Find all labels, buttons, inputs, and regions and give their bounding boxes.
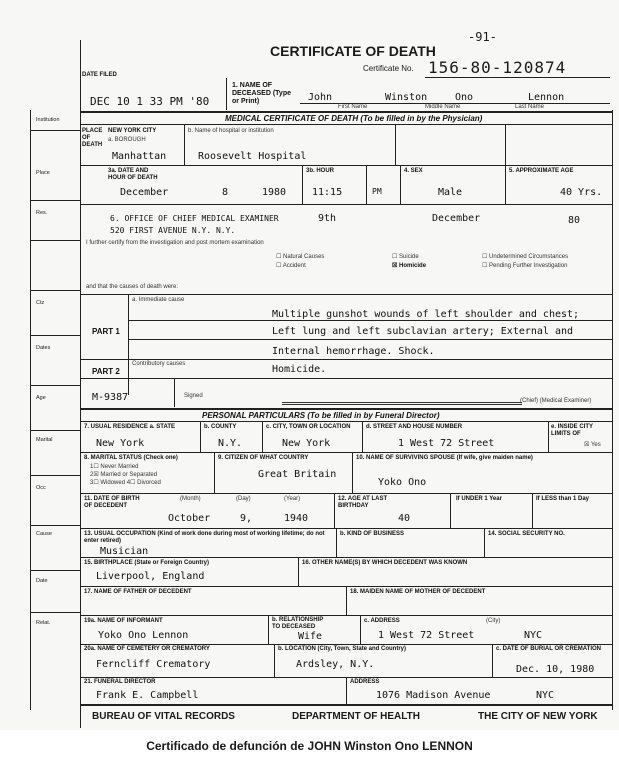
death-certificate: -91- CERTIFICATE OF DEATH Certificate No. 156-80-120874 DATE FILED DEC 10 1 33 PM '80 1. NAME OF DECEASED (Type or Print) John Winston Ono Lennon First Name Middle Name Last Name MEDICAL CERTIFICATE OF DEATH (To be filled in by the Physician) PLACE OF DEATH NEW YORK CITY a. BOROUGH Manhattan b. Name of hospital or institution Roosevelt Hospital 3a. DATE AND HOUR OF DEATH December 8 1980 3b. HOUR 11:15 PM 4. SEX Male 5. APPROXIMATE AGE 40 Yrs. 6. OFFICE OF CHIEF MEDICAL EXAMINER 520 FIRST AVENUE N.Y. N.Y. 9th December 80 I further certify from the investigation and post mortem examination ☐ Natural Causes ☐ Accident ☐ Suicide ☒ Homicide ☐ Undetermined Circumstances ☐ Pending Further Investigation and that the causes of death were: PART 1 a. Immediate cause Multiple gunshot wounds of left shoulder and chest; Left lung and left subclavian artery; External and Internal hemorrhage. Shock. PART 2 Contributory causes Homicide. M-9387 Signed (Chief) (Medical Examiner) PERSONAL PARTICULARS (To be filled in by Funeral Director) 7. USUAL RESIDENCE a. STATE New York b. COUNTY N.Y. c. CITY, TOWN OR LOCATION New York d. STREET AND HOUSE NUMBER 1 West 72 Street e. INSIDE CITY LIMITS OF ☒ Yes 8. MARITAL STATUS (Check one) 1☐ Never Married 2☒ Married or Separated 3☐ Widowed 4☐ Divorced 9. CITIZEN OF WHAT COUNTRY Great Britain 10. NAME OF SURVIVING SPOUSE (If wife, give maiden name) Yoko Ono 11. DATE OF BIRTH OF DECEDENT (Month) (Day) (Year) October 9, 1940 12. AGE AT LAST BIRTHDAY 40 If UNDER 1 Year If LESS than 1 Day 13. USUAL OCCUPATION (Kind of work done during most of working lifetime; do not enter retired) Musician b. KIND OF BUSINESS 14. SOCIAL SECURITY NO. 15. BIRTHPLACE (State or Foreign Country) Liverpool, England 16. OTHER NAME(S) BY WHICH DECEDENT WAS KNOWN 17. NAME OF FATHER OF DECEDENT 18. MAIDEN NAME OF MOTHER OF DECEDENT 19a. NAME OF INFORMANT Yoko Ono Lennon b. RELATIONSHIP TO DECEASED Wife c. ADDRESS (City) 1 West 72 Street NYC 20a. NAME OF CEMETERY OR CREMATORY Ferncliff Crematory b. LOCATION (City, Town, State and Country) Ardsley, N.Y. c. DATE OF BURIAL OR CREMATION Dec. 10, 1980 21. FUNERAL DIRECTOR Frank E. Campbell ADDRESS 1076 Madison Avenue NYC BUREAU OF VITAL RECORDS DEPARTMENT OF HEALTH THE CITY OF NEW YORK Institution Place Res. Ctz Dates Age Marital Occ Cause Date Relat. (0, 0, 619, 730)
spouse-value: Yoko Ono (378, 477, 427, 488)
part2-value: Homicide. (272, 364, 327, 375)
medical-section-title: MEDICAL CERTIFICATE OF DEATH (To be filled in by the Physician) (225, 114, 483, 123)
dob-day: 9, (240, 513, 253, 524)
certificate-title: CERTIFICATE OF DEATH (270, 43, 436, 59)
funeral-director-value: Frank E. Campbell (96, 690, 199, 701)
county-value: N.Y. (218, 438, 243, 449)
certificate-no-label: Certificate No. (363, 64, 414, 73)
name-label: 1. NAME OF DECEASED (Type or Print) (232, 82, 291, 105)
file-number: M-9387 (92, 392, 129, 403)
cause-b: Left lung and left subclavian artery; External and (272, 326, 574, 337)
citizen-value: Great Britain (258, 469, 337, 480)
personal-section-title: PERSONAL PARTICULARS (To be filled in by Funeral Director) (202, 411, 440, 420)
death-year: 1980 (262, 187, 287, 198)
age-value: 40 Yrs. (560, 187, 603, 198)
birthplace-value: Liverpool, England (96, 571, 205, 582)
name-middle2: Ono (455, 92, 474, 103)
frame-left (80, 40, 81, 728)
informant-value: Yoko Ono Lennon (98, 630, 189, 641)
name-last: Lennon (528, 92, 565, 103)
footer-bureau: BUREAU OF VITAL RECORDS (92, 711, 235, 722)
footer-city: THE CITY OF NEW YORK (478, 711, 598, 722)
death-month: December (120, 187, 169, 198)
death-hour: 11:15 (312, 187, 343, 198)
dob-year: 1940 (284, 513, 309, 524)
page-number: -91- (468, 30, 497, 44)
occupation-value: Musician (100, 546, 149, 557)
date-filed-label: DATE FILED (82, 72, 117, 78)
certificate-number: 156-80-120874 (428, 58, 567, 77)
footer-department: DEPARTMENT OF HEALTH (292, 711, 420, 722)
homicide-checkbox: ☒ Homicide (392, 263, 427, 269)
cemetery-value: Ferncliff Crematory (96, 659, 211, 670)
hospital-value: Roosevelt Hospital (198, 151, 307, 162)
signature-scribble (282, 392, 522, 405)
residence-state: New York (96, 438, 145, 449)
frame-right (612, 110, 613, 710)
place-of-death-label: PLACE OF DEATH (82, 128, 103, 148)
death-day: 8 (222, 187, 229, 198)
date-filed-stamp: DEC 10 1 33 PM '80 (90, 95, 210, 108)
cause-a: Multiple gunshot wounds of left shoulder and chest; (272, 309, 580, 320)
name-middle1: Winston (385, 92, 428, 103)
sex-value: Male (438, 187, 463, 198)
cause-c: Internal hemorrhage. Shock. (272, 346, 435, 357)
dob-month: October (168, 513, 211, 524)
burial-date: Dec. 10, 1980 (516, 664, 595, 675)
caption: Certificado de defunción de JOHN Winston Ono LENNON (146, 739, 473, 753)
borough-value: Manhattan (112, 151, 167, 162)
street-value: 1 West 72 Street (398, 438, 495, 449)
age-last-value: 40 (398, 513, 411, 524)
name-first: John (308, 92, 333, 103)
